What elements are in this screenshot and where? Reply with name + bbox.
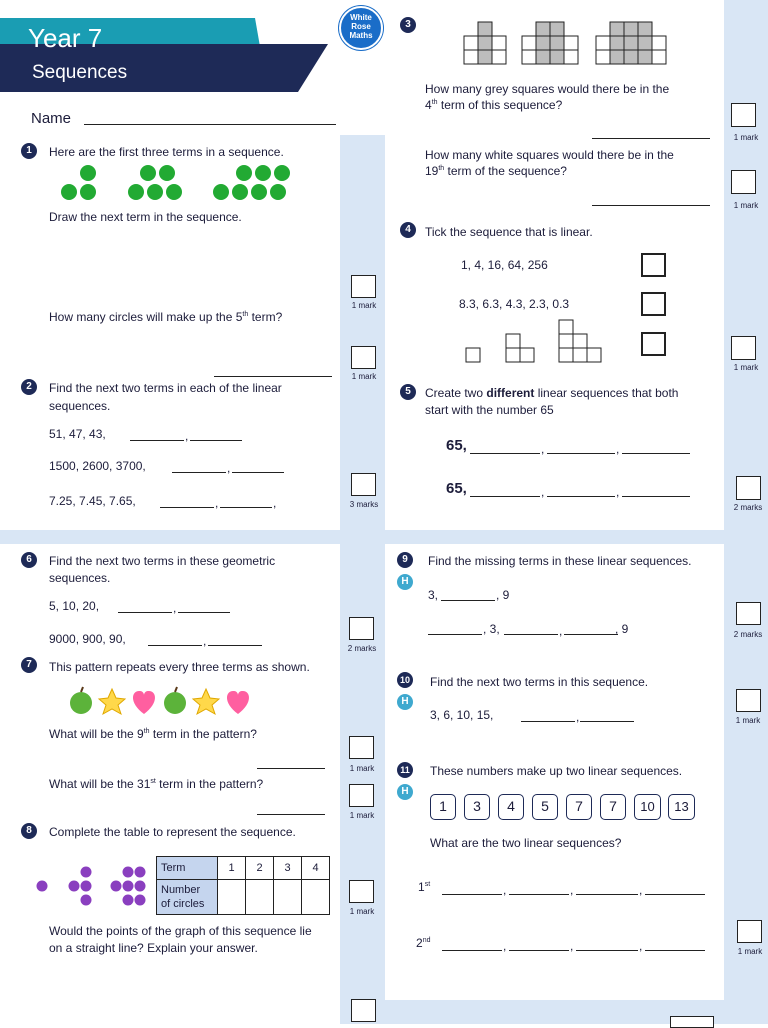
q9-seq1-start: 3,	[428, 588, 439, 602]
q3-mark-2: 1 mark	[733, 201, 759, 210]
q5-seq2-answer-a[interactable]	[470, 496, 540, 497]
q2-seq1-answer-a[interactable]	[130, 440, 184, 441]
q1-text: Here are the first three terms in a sequence.	[49, 145, 284, 159]
q8-mark: 1 mark	[349, 907, 375, 916]
q9-seq2-answer-a[interactable]	[428, 634, 482, 635]
q1-how-many-end: term?	[248, 310, 283, 324]
q9-seq2-mid: , 3,	[483, 622, 500, 636]
comma: ,	[503, 939, 507, 953]
heart-icon	[133, 691, 155, 714]
q11-first-answer-b[interactable]	[509, 894, 569, 895]
q11-number-box: 7	[566, 794, 592, 820]
q10-mark: 1 mark	[735, 716, 761, 725]
q1-mark-2: 1 mark	[351, 372, 377, 381]
q5-seq2-answer-b[interactable]	[547, 496, 615, 497]
q2-text-2: sequences.	[49, 399, 111, 413]
comma: ,	[273, 496, 277, 510]
q8-col-4: 4	[302, 857, 330, 880]
q4-tick-box-2[interactable]	[641, 292, 666, 316]
q8-cell-1[interactable]	[218, 880, 246, 915]
q11-second-answer-c[interactable]	[576, 950, 638, 951]
q11-first-num: 1	[418, 880, 425, 894]
q3-sup: th	[438, 165, 445, 172]
q11-second-answer-a[interactable]	[442, 950, 502, 951]
q8-ask-2: on a straight line? Explain your answer.	[49, 941, 258, 955]
q10-answer-b[interactable]	[580, 721, 634, 722]
q1-circle-terms	[58, 162, 298, 206]
q3-grey-question-1: How many grey squares would there be in the	[425, 82, 670, 96]
q4-mark-box[interactable]	[731, 336, 756, 360]
q7-mark-box-1[interactable]	[349, 736, 374, 759]
comma: ,	[203, 634, 207, 648]
q8-cell-2[interactable]	[246, 880, 274, 915]
q6-text-1: Find the next two terms in these geometric	[49, 554, 276, 568]
q5-text-pre: Create two	[425, 386, 487, 400]
name-field[interactable]	[84, 124, 336, 125]
q8-text: Complete the table to represent the sequence.	[49, 825, 296, 839]
comma: ,	[227, 461, 231, 475]
q2-seq3-answer-a[interactable]	[160, 507, 214, 508]
q8-cell-3[interactable]	[274, 880, 302, 915]
white-rose-logo	[339, 6, 383, 50]
q11-number-box: 13	[668, 794, 695, 820]
q7-ask1-text: What will be the 9	[49, 727, 144, 741]
question-7-number: 7	[21, 657, 37, 673]
q11-second-label	[416, 935, 430, 951]
q4-seq-2: 8.3, 6.3, 4.3, 2.3, 0.3	[459, 297, 570, 311]
comma: ,	[185, 429, 189, 443]
q6-seq2-answer-a[interactable]	[148, 645, 202, 646]
q7-mark-1: 1 mark	[349, 764, 375, 773]
topic-title: Sequences	[32, 62, 128, 83]
q4-square-sequence	[464, 318, 604, 364]
question-6-number: 6	[21, 552, 37, 568]
q8-col-3: 3	[274, 857, 302, 880]
q7-sup: th	[143, 728, 150, 735]
q4-seq-1: 1, 4, 16, 64, 256	[461, 258, 548, 272]
q9-seq1-end: , 9	[496, 588, 510, 602]
q8-mark-box-1[interactable]	[349, 880, 374, 903]
comma: ,	[215, 496, 219, 510]
q1-how-many	[49, 309, 282, 325]
q11-second-num: 2	[416, 936, 423, 950]
q8-col-2: 2	[246, 857, 274, 880]
q2-seq-3: 7.25, 7.45, 7.65,	[49, 494, 136, 508]
q7-answer-line-1[interactable]	[257, 768, 325, 769]
q8-col-1: 1	[218, 857, 246, 880]
q5-text-2: start with the number 65	[425, 403, 554, 417]
q11-number-box: 7	[600, 794, 626, 820]
q3-grey-question-2	[425, 97, 562, 113]
q2-seq1-answer-b[interactable]	[190, 440, 242, 441]
q11-second-answer-b[interactable]	[509, 950, 569, 951]
comma: ,	[570, 883, 574, 897]
q8-row2-line2: of circles	[161, 898, 205, 910]
q7-ask-1	[49, 726, 257, 742]
q5-text-end: linear sequences that both	[534, 386, 679, 400]
q2-seq-1: 51, 47, 43,	[49, 427, 106, 441]
q11-sup: st	[424, 881, 431, 888]
q6-text-2: sequences.	[49, 571, 111, 585]
q9-seq1-answer[interactable]	[441, 600, 495, 601]
q7-ask2-text: What will be the 31	[49, 777, 151, 791]
q5-text-bold: different	[486, 386, 535, 400]
q3-white-num: 19	[425, 164, 439, 178]
apple-icon	[164, 687, 186, 714]
q2-text-1: Find the next two terms in each of the linear	[49, 381, 282, 395]
q11-first-answer-c[interactable]	[576, 894, 638, 895]
q11-sup: nd	[422, 937, 431, 944]
q3-mark-box-1[interactable]	[731, 103, 756, 127]
comma: ,	[616, 485, 620, 499]
q11-first-answer-d[interactable]	[645, 894, 705, 895]
q9-seq2-answer-c[interactable]	[564, 634, 618, 635]
q3-mark-1: 1 mark	[733, 133, 759, 142]
question-2-number: 2	[21, 379, 37, 395]
q11-number-box: 4	[498, 794, 524, 820]
q9-seq2-answer-b[interactable]	[504, 634, 558, 635]
q6-seq1-answer-a[interactable]	[118, 612, 172, 613]
q3-grey-num: 4	[425, 98, 432, 112]
comma: ,	[570, 939, 574, 953]
comma: ,	[576, 710, 580, 724]
q1-answer-line[interactable]	[214, 376, 332, 377]
q7-answer-line-2[interactable]	[257, 814, 325, 815]
q6-seq1-answer-b[interactable]	[178, 612, 230, 613]
q11-number-box: 3	[464, 794, 490, 820]
question-9-number: 9	[397, 552, 413, 568]
q3-white-question-2	[425, 163, 567, 179]
q2-mark: 3 marks	[349, 500, 379, 509]
star-icon	[193, 689, 219, 714]
q3-white-question-1: How many white squares would there be in the	[425, 148, 674, 162]
q10-seq: 3, 6, 10, 15,	[430, 708, 494, 722]
logo-text-3: Maths	[349, 31, 373, 40]
q7-ask1-end: term in the pattern?	[149, 727, 257, 741]
q5-seq1-answer-c[interactable]	[622, 453, 690, 454]
heart-icon	[227, 691, 249, 714]
q1-draw-instruction: Draw the next term in the sequence.	[49, 210, 242, 224]
logo-text-2: Rose	[351, 22, 371, 31]
q11-number-box: 10	[634, 794, 661, 820]
q8-row-circles-label	[157, 880, 218, 915]
higher-badge: H	[397, 784, 413, 800]
question-8-number: 8	[21, 823, 37, 839]
q1-mark-box-1[interactable]	[351, 275, 376, 298]
comma: ,	[173, 601, 177, 615]
year-title: Year 7	[28, 23, 103, 53]
q5-mark: 2 marks	[733, 503, 763, 512]
q5-seq2-answer-c[interactable]	[622, 496, 690, 497]
apple-icon	[70, 687, 92, 714]
q11-text: These numbers make up two linear sequences.	[430, 764, 683, 778]
q7-pattern	[66, 686, 256, 718]
q3-white-end: term of the sequence?	[444, 164, 567, 178]
comma: ,	[639, 939, 643, 953]
q3-grey-answer-line[interactable]	[592, 138, 710, 139]
logo-text-1: White	[350, 13, 372, 22]
q7-mark-2: 1 mark	[349, 811, 375, 820]
q5-seq1-answer-a[interactable]	[470, 453, 540, 454]
left-margin-panel	[340, 0, 385, 1024]
q6-seq-1: 5, 10, 20,	[49, 599, 100, 613]
q5-start-2: 65,	[446, 480, 467, 497]
q9-mark-box[interactable]	[736, 602, 761, 625]
q8-row2-line1: Number	[161, 884, 201, 896]
q2-seq2-answer-a[interactable]	[172, 472, 226, 473]
q1-how-many-text: How many circles will make up the 5	[49, 310, 243, 324]
q10-mark-box[interactable]	[736, 689, 761, 712]
q11-number-box: 5	[532, 794, 558, 820]
q3-sup: th	[431, 99, 438, 106]
q1-mark-1: 1 mark	[351, 301, 377, 310]
q5-text-1	[425, 385, 678, 401]
question-3-number: 3	[400, 17, 416, 33]
q4-tick-box-1[interactable]	[641, 253, 666, 277]
q5-mark-box[interactable]	[736, 476, 761, 500]
q2-seq2-answer-b[interactable]	[232, 472, 284, 473]
q2-seq3-answer-b[interactable]	[220, 507, 272, 508]
q9-seq2-end: , 9	[615, 622, 629, 636]
circle	[80, 165, 96, 181]
question-5-number: 5	[400, 384, 416, 400]
q2-mark-box[interactable]	[351, 473, 376, 496]
q4-mark: 1 mark	[733, 363, 759, 372]
q9-mark: 2 marks	[733, 630, 763, 639]
q3-square-pattern	[462, 20, 672, 66]
q11-mark-box[interactable]	[737, 920, 762, 943]
comma: ,	[639, 883, 643, 897]
q11-first-label	[418, 879, 430, 895]
q1-sup: th	[242, 311, 249, 318]
q3-white-answer-line[interactable]	[592, 205, 710, 206]
q8-cell-4[interactable]	[302, 880, 330, 915]
q6-seq-2: 9000, 900, 90,	[49, 632, 126, 646]
q3-mark-box-2[interactable]	[731, 170, 756, 194]
q9-text: Find the missing terms in these linear sequences.	[428, 554, 692, 568]
higher-badge: H	[397, 694, 413, 710]
q3-grey-end: term of this sequence?	[437, 98, 563, 112]
q6-mark: 2 marks	[347, 644, 377, 653]
q5-seq1-answer-b[interactable]	[547, 453, 615, 454]
question-1-number: 1	[21, 143, 37, 159]
middle-gap-panel	[0, 530, 768, 544]
q8-table	[156, 856, 330, 915]
q7-sup: st	[150, 778, 156, 785]
q1-mark-box-2[interactable]	[351, 346, 376, 369]
q8-circle-terms	[33, 862, 153, 908]
comma: ,	[616, 442, 620, 456]
comma: ,	[503, 883, 507, 897]
q11-mark: 1 mark	[737, 947, 763, 956]
q10-text: Find the next two terms in this sequence.	[430, 675, 649, 689]
star-icon	[99, 689, 125, 714]
q10-answer-a[interactable]	[521, 721, 575, 722]
name-label: Name	[31, 110, 72, 127]
q11-first-answer-a[interactable]	[442, 894, 502, 895]
q11-number-box: 1	[430, 794, 456, 820]
q11-ask: What are the two linear sequences?	[430, 836, 622, 850]
q2-seq-2: 1500, 2600, 3700,	[49, 459, 146, 473]
q7-ask-2	[49, 776, 263, 792]
higher-badge: H	[397, 574, 413, 590]
question-11-number: 11	[397, 762, 413, 778]
q8-ask-1: Would the points of the graph of this sequence lie	[49, 924, 312, 938]
q4-tick-box-3[interactable]	[641, 332, 666, 356]
q6-mark-box[interactable]	[349, 617, 374, 640]
q4-text: Tick the sequence that is linear.	[425, 225, 593, 239]
q11-second-answer-d[interactable]	[645, 950, 705, 951]
q7-ask2-end: term in the pattern?	[155, 777, 264, 791]
comma: ,	[541, 485, 545, 499]
q8-mark-box-2[interactable]	[351, 999, 376, 1022]
comma: ,	[559, 624, 563, 638]
q6-seq2-answer-b[interactable]	[208, 645, 262, 646]
q7-text: This pattern repeats every three terms as shown.	[49, 660, 310, 674]
question-10-number: 10	[397, 672, 413, 688]
q5-start-1: 65,	[446, 437, 467, 454]
q8-row-term-label: Term	[157, 857, 218, 880]
page-mark-box[interactable]	[670, 1016, 714, 1028]
comma: ,	[541, 442, 545, 456]
question-4-number: 4	[400, 222, 416, 238]
q7-mark-box-2[interactable]	[349, 784, 374, 807]
